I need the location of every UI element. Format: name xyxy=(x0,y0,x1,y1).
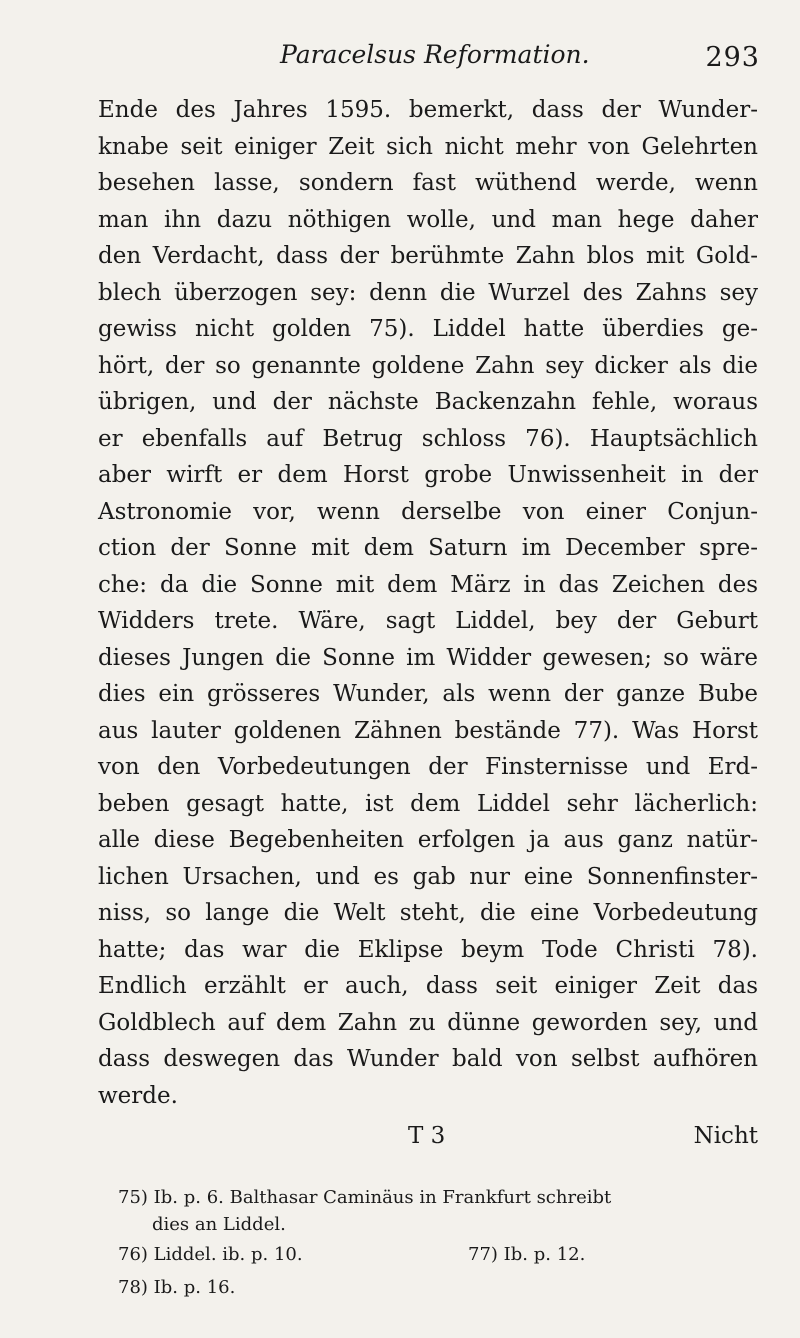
text-line: dies ein grösseres Wunder, als wenn der ganze Bube xyxy=(98,681,758,707)
footnote-77: 77) Ib. p. 12. xyxy=(468,1244,586,1265)
catchword: Nicht xyxy=(693,1123,758,1149)
text-line: er ebenfalls auf Betrug schloss 76). Hauptsächlich xyxy=(98,425,758,452)
text-line: Endlich erzählt er auch, dass seit einiger Zeit das xyxy=(98,973,758,999)
text-line: Ende des Jahres 1595. bemerkt, dass der Wunder- xyxy=(98,97,758,123)
text-line: den Verdacht, dass der berühmte Zahn blos mit Gold- xyxy=(98,243,758,269)
text-line: man ihn dazu nöthigen wolle, und man hege daher xyxy=(98,206,758,233)
text-line: besehen lasse, sondern fast wüthend werde, wenn xyxy=(98,170,758,196)
footnotes xyxy=(118,1184,758,1304)
footnote-75-continuation: dies an Liddel. xyxy=(152,1214,286,1235)
text-line: übrigen, und der nächste Backenzahn fehle, woraus xyxy=(98,389,758,415)
page-header xyxy=(0,36,800,76)
text-line: aus lauter goldenen Zähnen bestände 77). Was Horst xyxy=(98,717,758,744)
footnote-78: 78) Ib. p. 16. xyxy=(118,1277,236,1298)
text-line: niss, so lange die Welt steht, die eine Vorbedeutung xyxy=(98,900,758,926)
text-line: blech überzogen sey: denn die Wurzel des Zahns sey xyxy=(98,279,758,306)
text-line: hatte; das war die Eklipse beym Tode Christi 78). xyxy=(98,936,758,963)
text-line: Astronomie vor, wenn derselbe von einer Conjun- xyxy=(98,498,758,525)
running-head: Paracelsus Reformation. xyxy=(280,40,590,69)
text-line: hört, der so genannte goldene Zahn sey dicker als die xyxy=(98,352,758,379)
text-line: lichen Ursachen, und es gab nur eine Sonnenfinster- xyxy=(98,863,758,890)
page-footer xyxy=(98,1118,758,1154)
text-line: dieses Jungen die Sonne im Widder gewesen; so wäre xyxy=(98,644,758,671)
text-line: Goldblech auf dem Zahn zu dünne geworden sey, und xyxy=(98,1009,758,1036)
text-line: aber wirft er dem Horst grobe Unwissenheit in der xyxy=(98,462,758,488)
text-line: alle diese Begebenheiten erfolgen ja aus ganz natür- xyxy=(98,827,758,853)
footnote-row xyxy=(118,1238,758,1271)
text-line: von den Vorbedeutungen der Finsternisse und Erd- xyxy=(98,754,758,780)
text-line: dass deswegen das Wunder bald von selbst aufhören xyxy=(98,1046,758,1072)
footnote-75: 75) Ib. p. 6. Balthasar Caminäus in Frankfurt schreibt xyxy=(118,1187,612,1208)
text-line: beben gesagt hatte, ist dem Liddel sehr lächerlich: xyxy=(98,790,758,817)
footnote-76: 76) Liddel. ib. p. 10. xyxy=(118,1244,303,1265)
text-line: gewiss nicht golden 75). Liddel hatte überdies ge- xyxy=(98,316,758,342)
signature-mark: T 3 xyxy=(408,1123,446,1149)
page-number: 293 xyxy=(705,42,760,73)
text-line: werde. xyxy=(98,1082,178,1109)
body-text xyxy=(98,92,758,1114)
text-line: knabe seit einiger Zeit sich nicht mehr von Gelehrten xyxy=(98,133,758,160)
text-line: Widders trete. Wäre, sagt Liddel, bey der Geburt xyxy=(98,608,758,634)
text-line: ction der Sonne mit dem Saturn im December spre- xyxy=(98,535,758,561)
text-line: che: da die Sonne mit dem März in das Zeichen des xyxy=(98,571,758,598)
